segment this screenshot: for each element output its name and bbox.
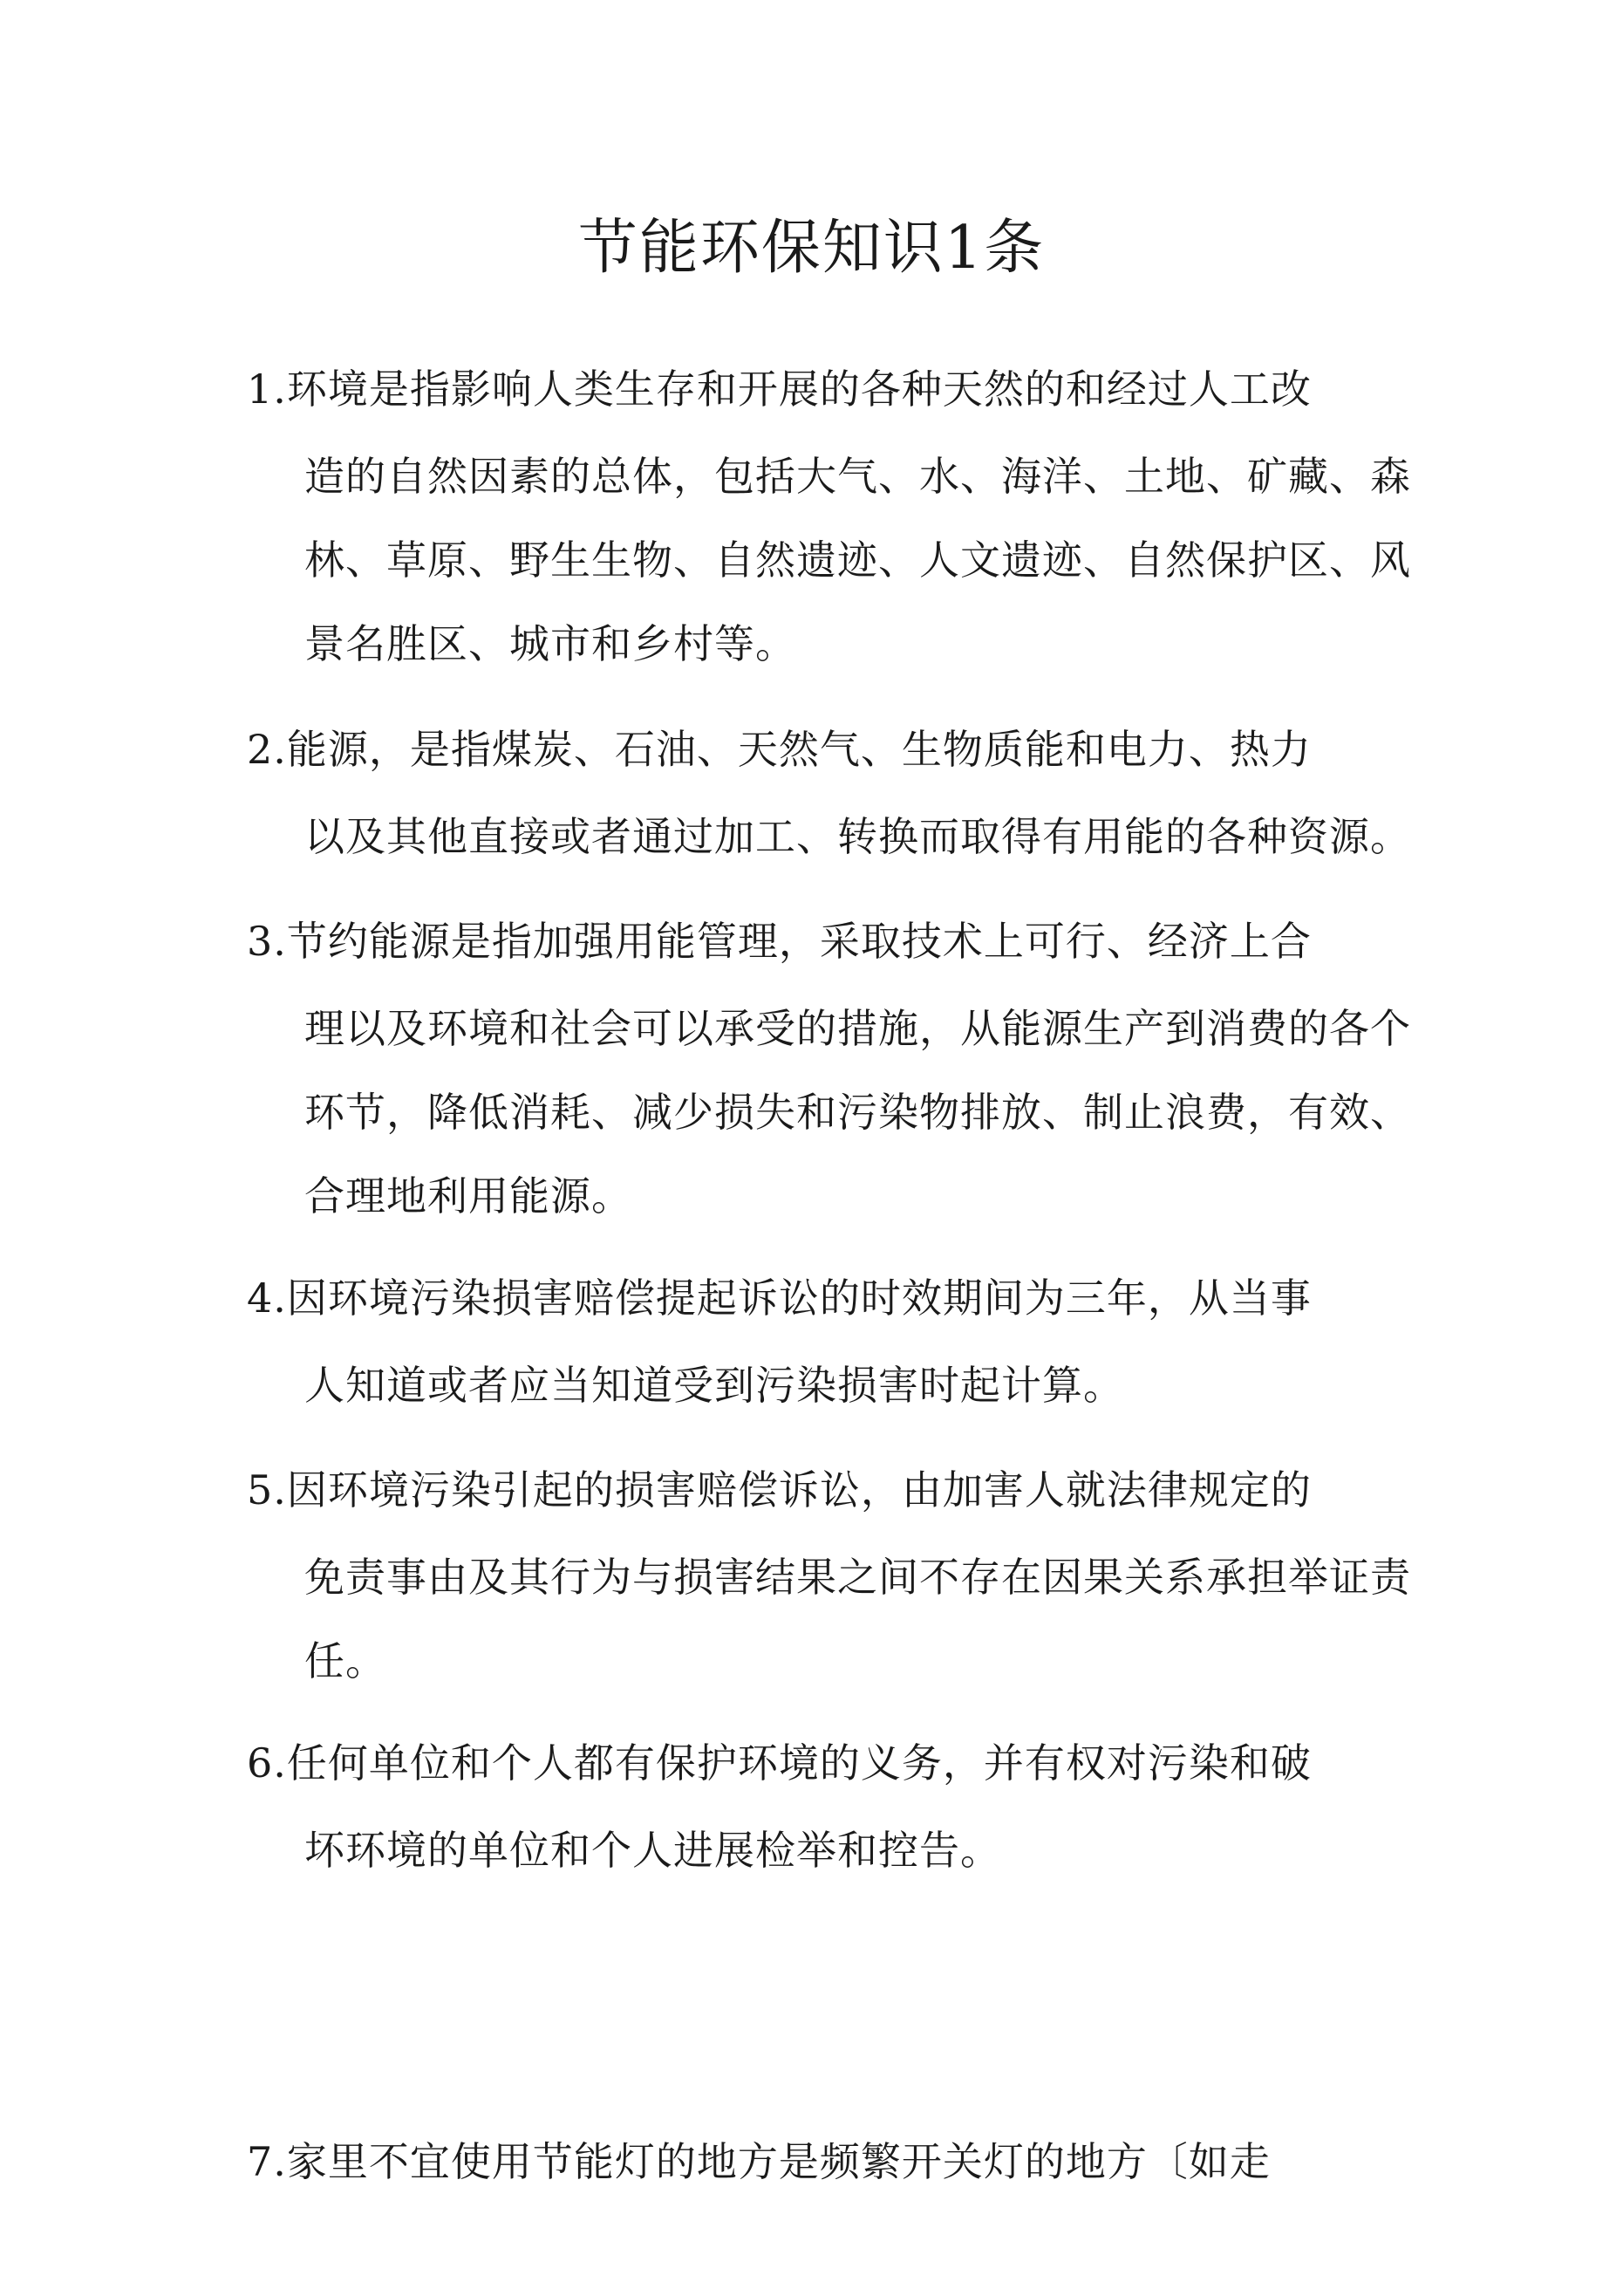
page-title: 节能环保知识1条 — [577, 214, 1046, 283]
item-line: 3.节约能源是指加强用能管理，采取技术上可行、经济上合 — [247, 918, 1312, 965]
item-line: 造的自然因素的总体，包括大气、水、海洋、土地、矿藏、森 — [304, 453, 1411, 500]
item-line: 6.任何单位和个人都有保护环境的义务，并有权对污染和破 — [247, 1739, 1312, 1787]
item-line: 人知道或者应当知道受到污染损害时起计算。 — [304, 1362, 1124, 1409]
list-item — [247, 2138, 1433, 2185]
item-line: 林、草原、野生生物、自然遗迹、人文遗迹、自然保护区、风 — [304, 536, 1411, 584]
list-item — [247, 918, 1433, 1220]
item-line: 合理地利用能源。 — [304, 1172, 632, 1220]
item-line: 景名胜区、城市和乡村等。 — [304, 620, 796, 667]
item-line: 以及其他直接或者通过加工、转换而取得有用能的各种资源。 — [304, 813, 1411, 860]
item-line: 7.家里不宜使用节能灯的地方是频繁开关灯的地方〔如走 — [247, 2138, 1271, 2185]
list-item — [247, 1274, 1433, 1409]
item-line: 5.因环境污染引起的损害赔偿诉讼，由加害人就法律规定的 — [247, 1466, 1312, 1514]
item-line: 1.环境是指影响人类生存和开展的各种天然的和经过人工改 — [247, 366, 1312, 413]
list-item — [247, 1466, 1433, 1684]
item-line: 坏环境的单位和个人进展检举和控告。 — [304, 1827, 1001, 1874]
list-item — [247, 726, 1433, 860]
list-item — [247, 366, 1433, 667]
item-line: 理以及环境和社会可以承受的措施，从能源生产到消费的各个 — [304, 1005, 1411, 1052]
item-line: 任。 — [304, 1637, 386, 1684]
item-line: 免责事由及其行为与损害结果之间不存在因果关系承担举证责 — [304, 1554, 1411, 1601]
list-item — [247, 1739, 1433, 1874]
item-line: 环节，降低消耗、减少损失和污染物排放、制止浪费，有效、 — [304, 1089, 1411, 1136]
item-line: 4.因环境污染损害赔偿提起诉讼的时效期间为三年，从当事 — [247, 1274, 1312, 1322]
item-line: 2.能源，是指煤炭、石油、天然气、生物质能和电力、热力 — [247, 726, 1312, 773]
